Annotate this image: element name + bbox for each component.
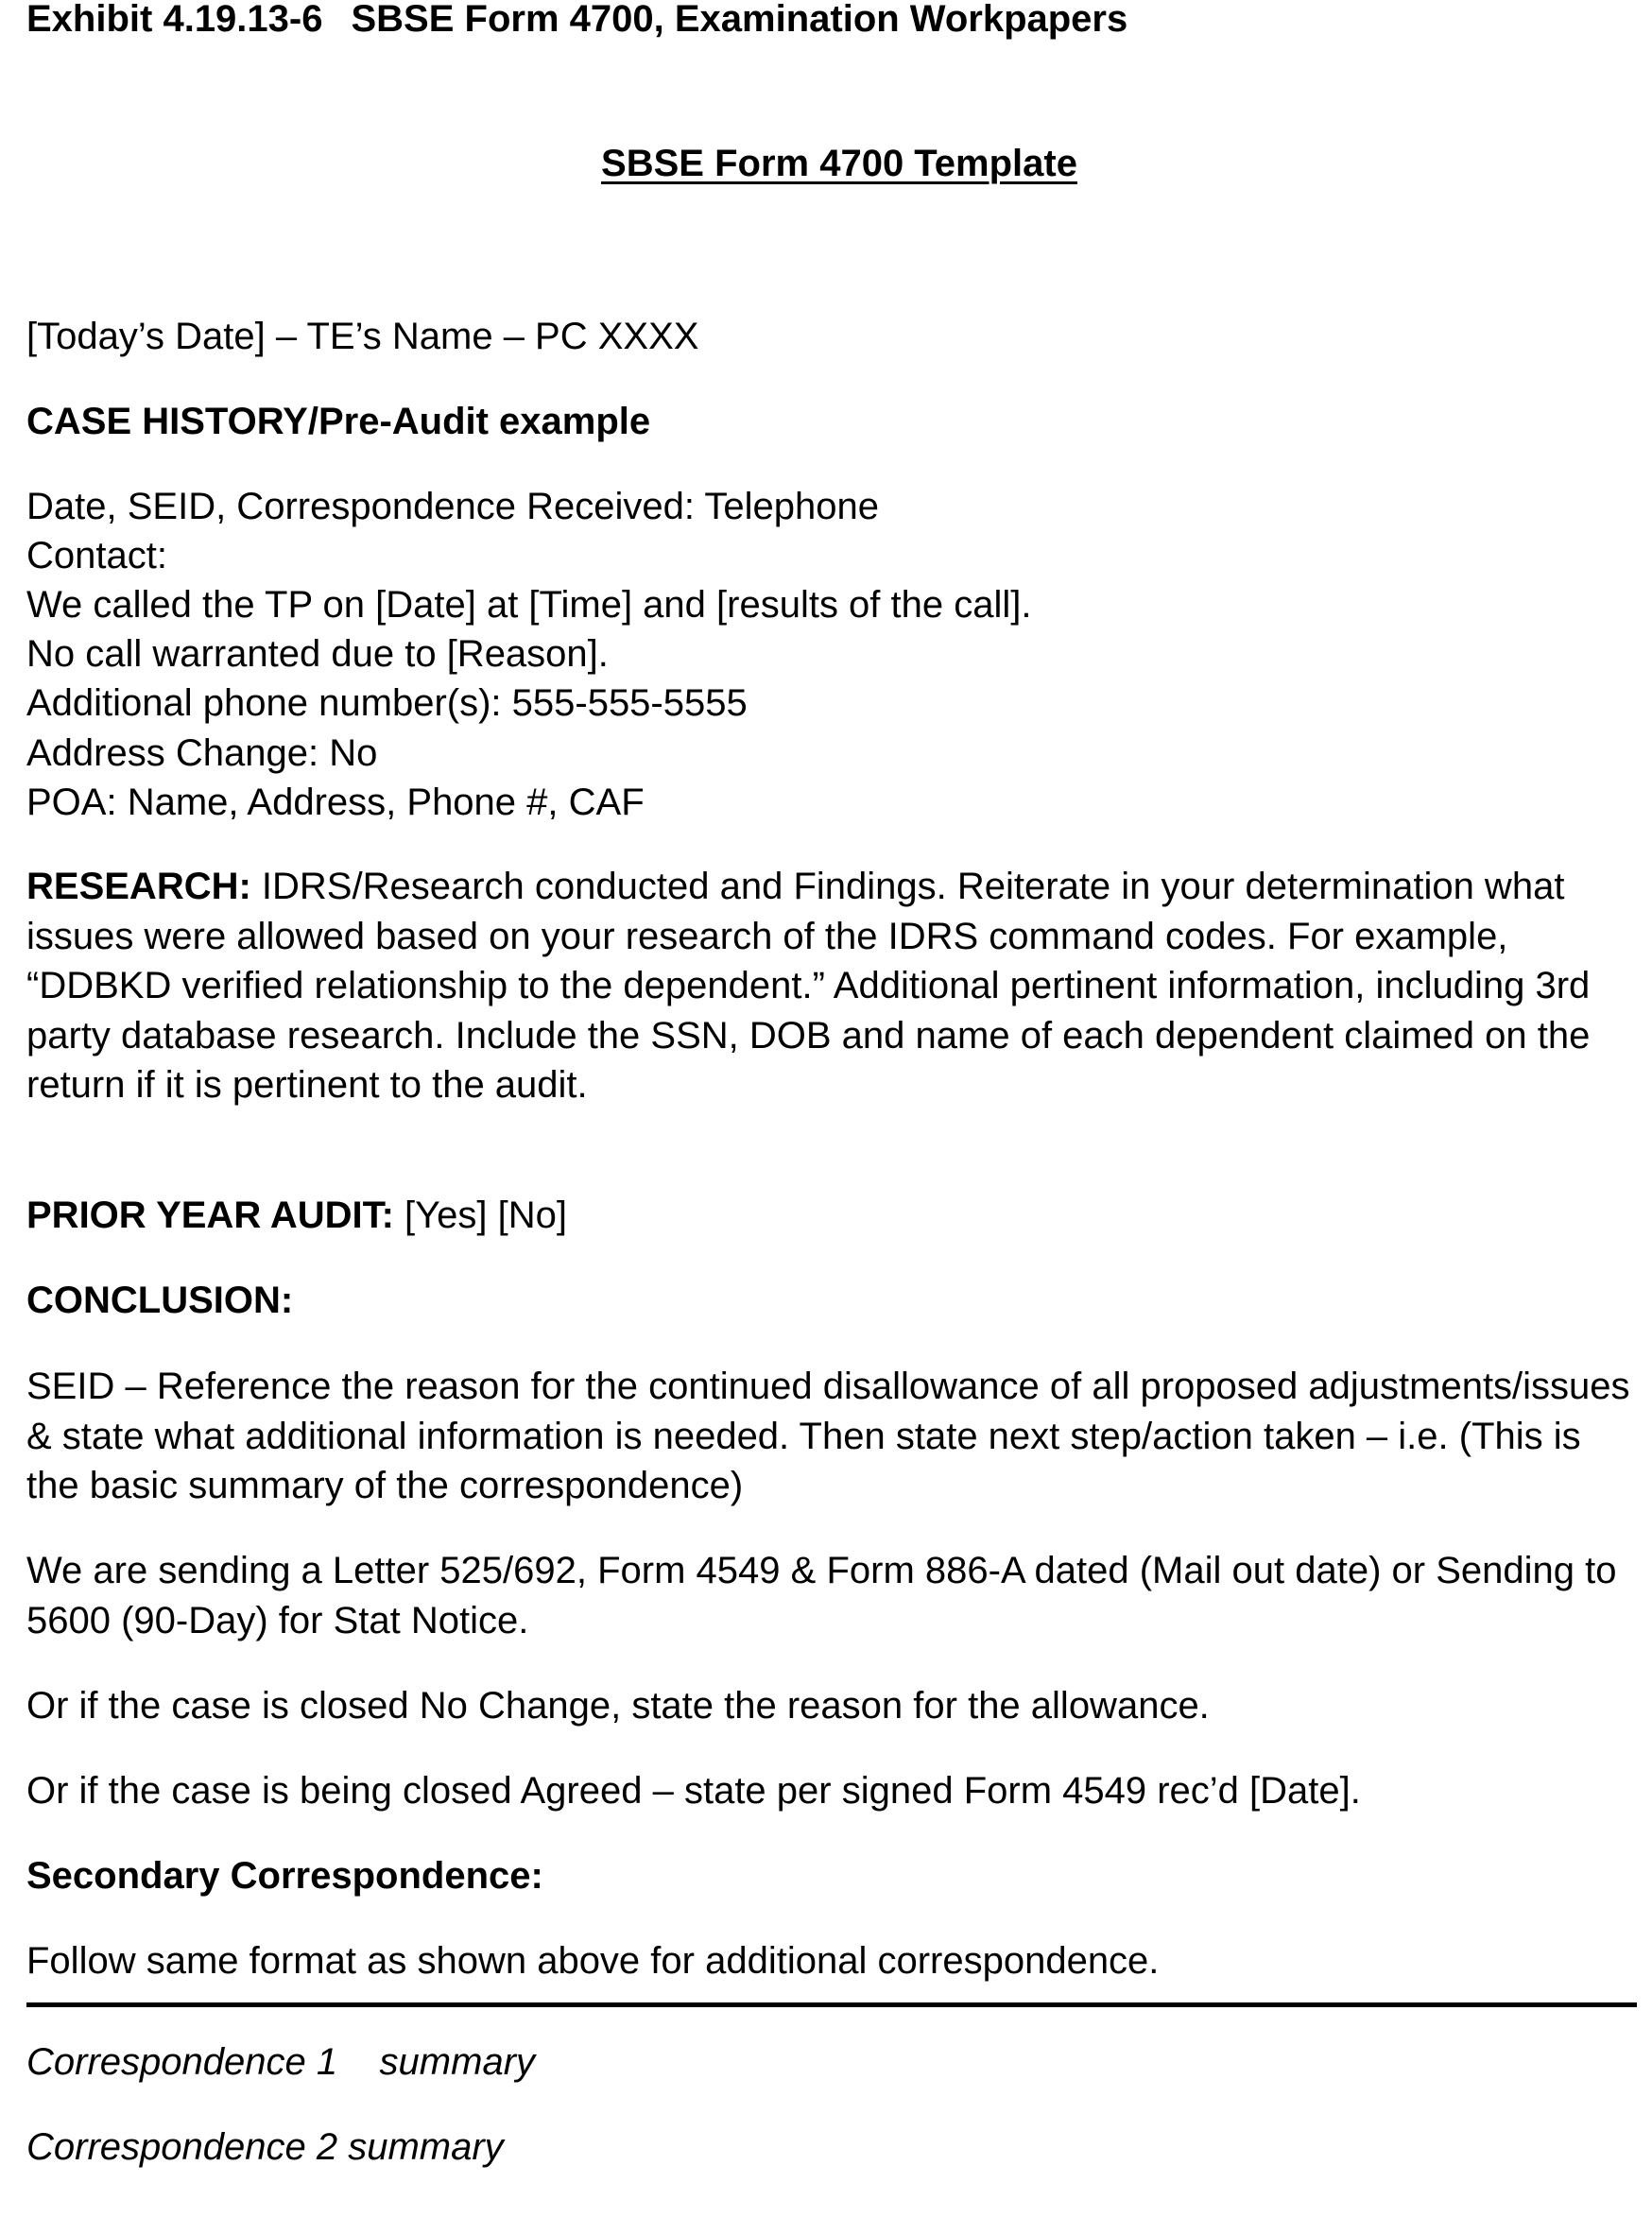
research-paragraph	[26, 862, 1638, 1110]
conclusion-paragraph: Or if the case is closed No Change, state the reason for the allowance.	[26, 1685, 1210, 1727]
correspondence-item: Correspondence 2 summary	[26, 2126, 504, 2168]
correspondence-item: Correspondence 1 summary	[26, 2041, 536, 2083]
exhibit-number: Exhibit 4.19.13-6	[26, 0, 323, 40]
research-label: RESEARCH:	[26, 866, 251, 907]
prior-year-audit-value: [Yes] [No]	[393, 1194, 568, 1236]
case-history-line: We called the TP on [Date] at [Time] and [results of the call].	[26, 584, 1032, 626]
template-title: SBSE Form 4700 Template	[601, 143, 1077, 184]
case-history-line: POA: Name, Address, Phone #, CAF	[26, 782, 645, 823]
conclusion-paragraph: Or if the case is being closed Agreed – state per signed Form 4549 rec’d [Date].	[26, 1770, 1361, 1812]
case-history-line: Additional phone number(s): 555-555-5555	[26, 682, 748, 724]
prior-year-audit	[26, 1191, 567, 1240]
case-history-heading: CASE HISTORY/Pre-Audit example	[26, 401, 651, 442]
prior-year-audit-label: PRIOR YEAR AUDIT:	[26, 1194, 394, 1236]
exhibit-title: SBSE Form 4700, Examination Workpapers	[351, 0, 1128, 40]
conclusion-heading: CONCLUSION:	[26, 1280, 294, 1321]
conclusion-paragraph: SEID – Reference the reason for the continued disallowance of all proposed adjustments/issues & state what additional information is needed. Then state next step/action taken – i.e. (This is the basic summary of the correspondence)	[26, 1366, 1630, 1506]
case-history-line: No call warranted due to [Reason].	[26, 633, 609, 675]
secondary-instruction: Follow same format as shown above for additional correspondence.	[26, 1940, 1160, 1982]
secondary-heading: Secondary Correspondence:	[26, 1855, 543, 1897]
exhibit-heading	[26, 0, 1127, 42]
case-history-line: Date, SEID, Correspondence Received: Telephone	[26, 486, 880, 527]
horizontal-rule	[26, 2002, 1637, 2007]
header-line: [Today’s Date] – TE’s Name – PC XXXX	[26, 316, 699, 357]
research-text: IDRS/Research conducted and Findings. Reiterate in your determination what issues were allowed based on your research of the IDRS command codes. For example, “DDBKD verified relationship to the dependent.” Additional pertinent information, including 3rd party database research. Include the SSN, DOB and name of each dependent claimed on the return if it is pertinent to the audit.	[26, 866, 1591, 1106]
conclusion-paragraph: We are sending a Letter 525/692, Form 4549 & Form 886-A dated (Mail out date) or Sending to 5600 (90-Day) for Stat Notice.	[26, 1550, 1617, 1641]
case-history-line: Address Change: No	[26, 732, 378, 774]
case-history-line: Contact:	[26, 535, 167, 576]
